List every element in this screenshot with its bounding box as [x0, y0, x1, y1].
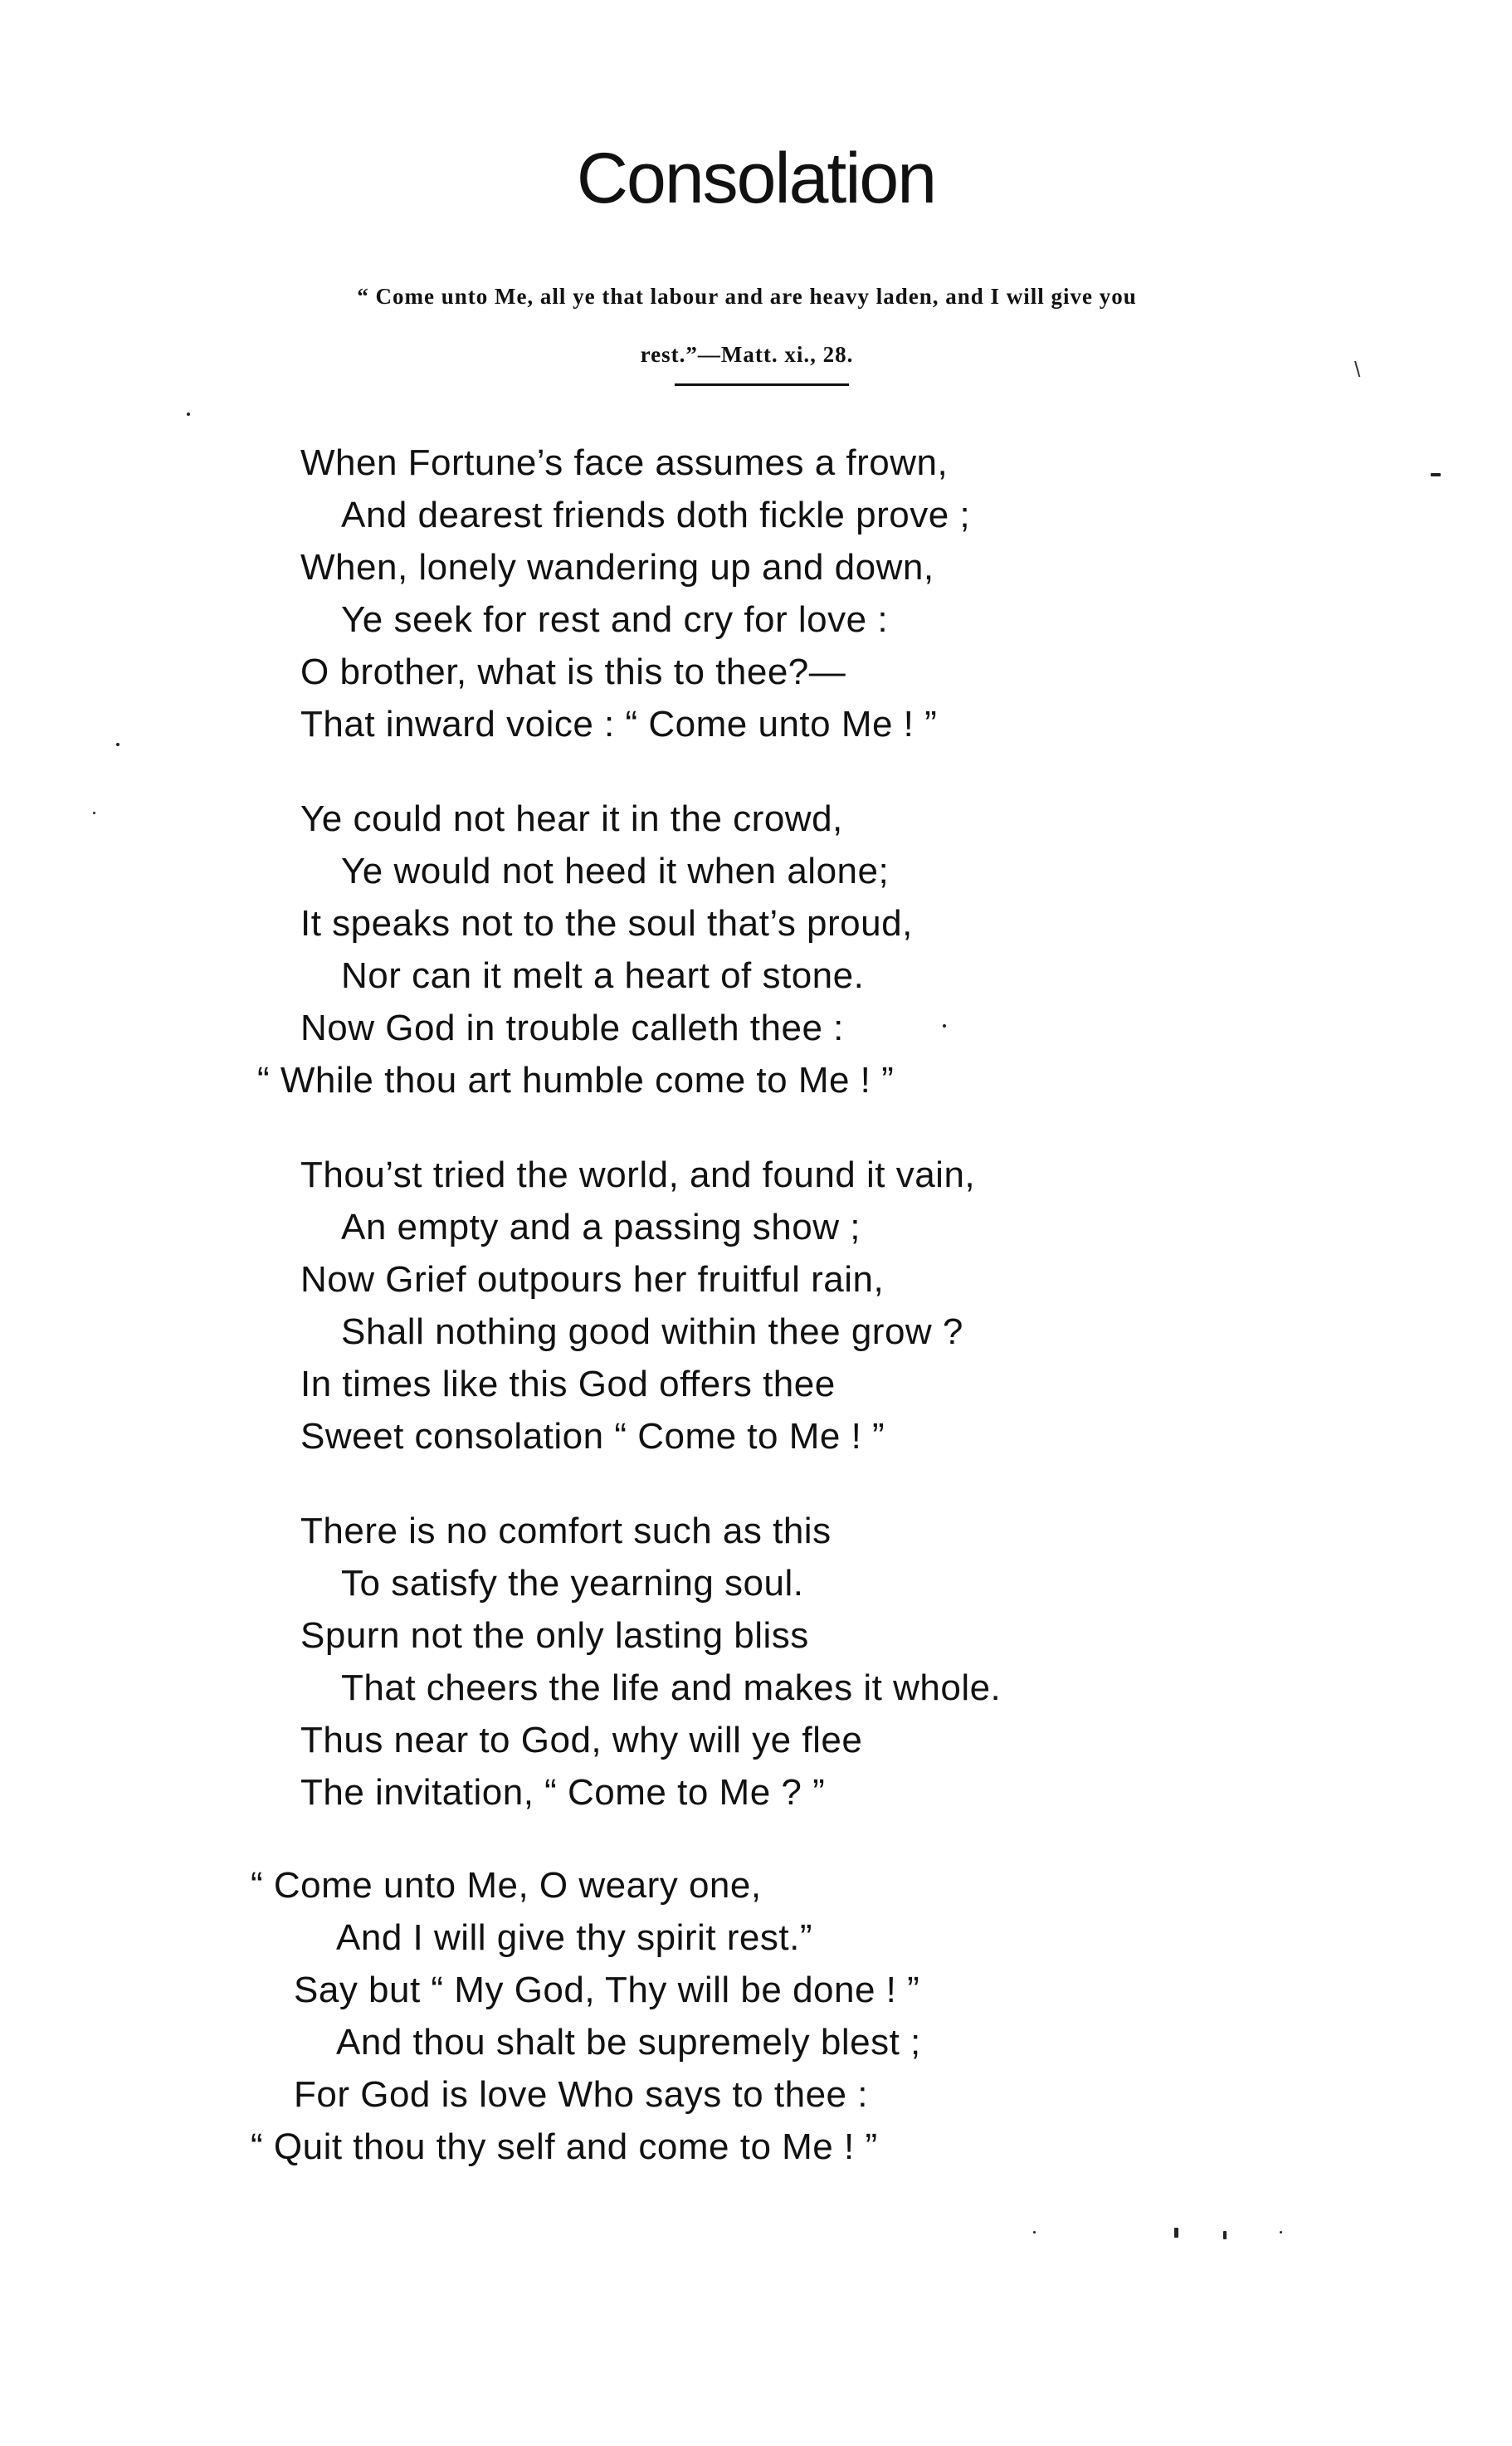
stanza-5-line-6: “ Quit thou thy self and come to Me ! ”: [251, 2126, 878, 2167]
scan-speck: [187, 413, 190, 416]
scan-speck: [93, 812, 95, 814]
scan-speck: [943, 1024, 946, 1028]
epigraph: [224, 267, 1270, 383]
stanza-5-line-2: And I will give thy spirit rest.”: [336, 1917, 812, 1958]
stanza-2-line-6: “ While thou art humble come to Me ! ”: [257, 1060, 895, 1101]
stanza-4-line-2: To satisfy the yearning soul.: [341, 1563, 804, 1604]
stanza-2-line-5: Now God in trouble calleth thee :: [300, 1008, 844, 1048]
stanza-1-line-1: When Fortune’s face assumes a frown,: [300, 442, 949, 483]
stanza-3-line-1: Thou’st tried the world, and found it vain,: [300, 1155, 976, 1195]
stanza-4-line-4: That cheers the life and makes it whole.: [341, 1667, 1002, 1708]
stanza-1-line-4: Ye seek for rest and cry for love :: [341, 599, 889, 640]
stanza-4-line-6: The invitation, “ Come to Me ? ”: [300, 1772, 826, 1813]
stanza-3-line-6: Sweet consolation “ Come to Me ! ”: [300, 1416, 885, 1457]
stanza-3-line-4: Shall nothing good within thee grow ?: [341, 1311, 963, 1352]
stanza-5-line-5: For God is love Who says to thee :: [294, 2074, 868, 2115]
divider-rule: [675, 383, 849, 386]
stanza-5-line-3: Say but “ My God, Thy will be done ! ”: [294, 1970, 920, 2010]
stanza-1-line-3: When, lonely wandering up and down,: [300, 547, 934, 588]
stanza-2-line-2: Ye would not heed it when alone;: [341, 851, 890, 891]
stanza-1-line-6: That inward voice : “ Come unto Me ! ”: [300, 704, 938, 745]
stanza-2-line-1: Ye could not hear it in the crowd,: [300, 798, 843, 839]
scan-speck: [1280, 2231, 1282, 2234]
stanza-2-line-4: Nor can it melt a heart of stone.: [341, 955, 865, 996]
epigraph-line-2: rest.”—Matt. xi., 28.: [640, 342, 854, 367]
stanza-2-line-3: It speaks not to the soul that’s proud,: [300, 903, 913, 944]
stanza-4-line-5: Thus near to God, why will ye flee: [300, 1720, 863, 1760]
stanza-4-line-1: There is no comfort such as this: [300, 1511, 832, 1551]
stanza-1-line-2: And dearest friends doth fickle prove ;: [341, 495, 971, 535]
stanza-3-line-5: In times like this God offers thee: [300, 1364, 836, 1404]
scan-speck: [1431, 473, 1441, 476]
scan-speck: [1223, 2231, 1227, 2239]
scan-speck: [1174, 2228, 1178, 2238]
epigraph-line-1: “ Come unto Me, all ye that labour and are heavy laden, and I will give you: [357, 284, 1137, 309]
scan-mark: \: [1354, 357, 1361, 382]
stanza-1-line-5: O brother, what is this to thee?—: [300, 652, 846, 692]
scan-speck: [116, 743, 119, 746]
stanza-4-line-3: Spurn not the only lasting bliss: [300, 1615, 809, 1656]
stanza-5-line-4: And thou shalt be supremely blest ;: [336, 2022, 921, 2063]
poem-title: Consolation: [576, 139, 936, 218]
scan-speck: [1033, 2231, 1036, 2234]
stanza-3-line-2: An empty and a passing show ;: [341, 1207, 861, 1247]
stanza-5-line-1: “ Come unto Me, O weary one,: [251, 1865, 762, 1906]
stanza-3-line-3: Now Grief outpours her fruitful rain,: [300, 1259, 885, 1300]
